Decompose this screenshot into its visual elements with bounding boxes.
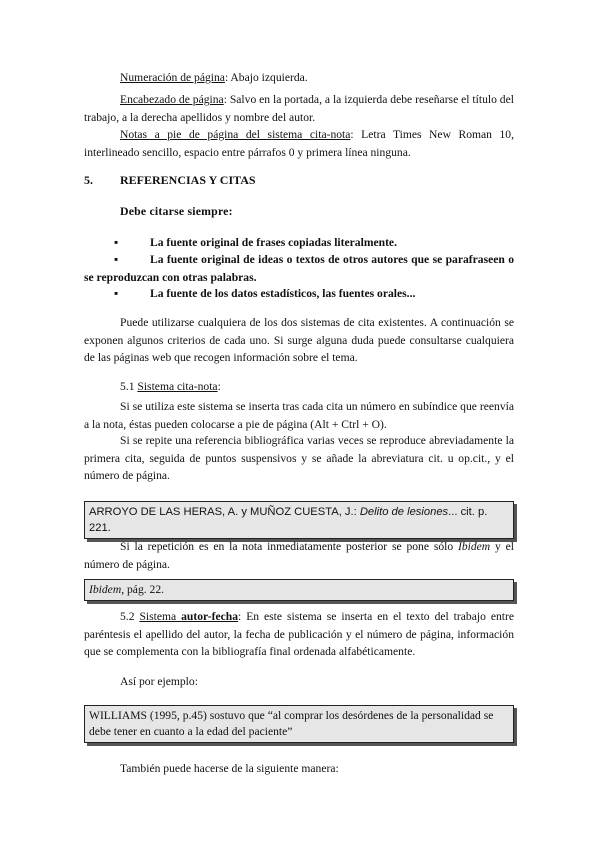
intro-paragraph: Puede utilizarse cualquiera de los dos sistemas de cita existentes. A continuación se exponen algunos criterios de cada uno. Si surge alguna duda puede consultarse cualquiera de las páginas web que recogen información sobre el tema.	[84, 316, 514, 364]
autor-fecha-example-box: WILLIAMS (1995, p.45) sostuvo que “al comprar los desórdenes de la personalidad se debe tener en cuanto a la edad del paciente”	[84, 705, 514, 743]
ibidem-paragraph	[84, 538, 514, 573]
ibidem-post: y el número de página.	[84, 540, 514, 571]
bullet-icon: ▪	[114, 236, 119, 249]
autor-fecha-paragraph	[84, 608, 514, 661]
must-cite-heading: Debe citarse siempre:	[120, 204, 233, 218]
example-intro: Así por ejemplo:	[120, 675, 198, 688]
citation-example-box	[84, 501, 514, 539]
section-title: REFERENCIAS Y CITAS	[120, 173, 256, 187]
autor-fecha-label	[139, 610, 238, 623]
cita-nota-paragraph-1: Si se utiliza este sistema se inserta tras cada cita un número en subíndice que reenvía a la nota, éstas pueden colocarse a pie de página (Alt + Ctrl + O).	[84, 400, 514, 431]
bullet-icon: ▪	[114, 287, 119, 300]
ibidem-pre: Si la repetición es en la nota inmediatamente posterior se pone sólo	[120, 540, 458, 553]
ibidem-example-word: Ibidem	[89, 583, 122, 596]
autor-fecha-label-bold: autor-fecha	[181, 610, 239, 623]
header-paragraph	[84, 91, 514, 126]
cita-nota-paragraph-2: Si se repite una referencia bibliográfica varias veces se reproduce abreviadamente la primera cita, seguida de puntos suspensivos y se añade la abreviatura cit. u op.cit., y el número de página.	[84, 434, 514, 482]
bullet-item	[84, 285, 514, 303]
cita-nota-colon: :	[217, 380, 221, 393]
cita-nota-number: 5.1	[120, 380, 138, 393]
example-title: Delito de lesiones	[359, 506, 449, 518]
footnote-paragraph	[84, 126, 514, 161]
ibidem-example-rest: , pág. 22.	[121, 583, 165, 596]
autor-fecha-number: 5.2	[120, 610, 140, 623]
autor-fecha-text: : En este sistema se inserta en el texto del trabajo entre paréntesis el apellido del autor, la fecha de publicación y el número de página, información que se complementa con la bibliografía final ordenada alfabéticamente.	[84, 610, 514, 658]
numbering-label: Numeración de página	[120, 71, 225, 84]
footnote-text: : Letra Times New Roman 10, interlineado sencillo, espacio entre párrafos 0 y primera línea ninguna.	[84, 128, 514, 159]
cita-nota-heading	[84, 378, 514, 396]
ibidem-word: Ibidem	[457, 540, 491, 553]
autor-fecha-label-pre: Sistema	[139, 610, 182, 623]
bullet-text: La fuente original de frases copiadas literalmente.	[150, 236, 397, 249]
section-number: 5.	[84, 173, 93, 187]
bullet-item	[84, 234, 514, 252]
cita-nota-label: Sistema cita-nota	[137, 380, 218, 393]
example-rest: ... cit. p. 221.	[89, 506, 488, 534]
numbering-paragraph	[84, 69, 514, 87]
also-paragraph: También puede hacerse de la siguiente manera:	[120, 762, 339, 775]
section-heading	[84, 173, 256, 188]
bullet-text: La fuente original de ideas o textos de otros autores que se parafraseen o se reproduzcan con otras palabras.	[84, 253, 514, 284]
bullet-icon: ▪	[114, 253, 119, 266]
ibidem-example-box	[84, 579, 514, 601]
bullet-text: La fuente de los datos estadísticos, las fuentes orales...	[150, 287, 416, 300]
example-author: ARROYO DE LAS HERAS, A. y MUÑOZ CUESTA, J.:	[89, 506, 360, 518]
footnote-label: Notas a pie de página del sistema cita-nota	[120, 128, 351, 141]
numbering-text: : Abajo izquierda.	[224, 71, 308, 84]
header-label: Encabezado de página	[120, 93, 224, 106]
bullet-item	[84, 251, 514, 286]
header-text: : Salvo en la portada, a la izquierda debe reseñarse el título del trabajo, a la derecha apellidos y nombre del autor.	[84, 93, 514, 124]
